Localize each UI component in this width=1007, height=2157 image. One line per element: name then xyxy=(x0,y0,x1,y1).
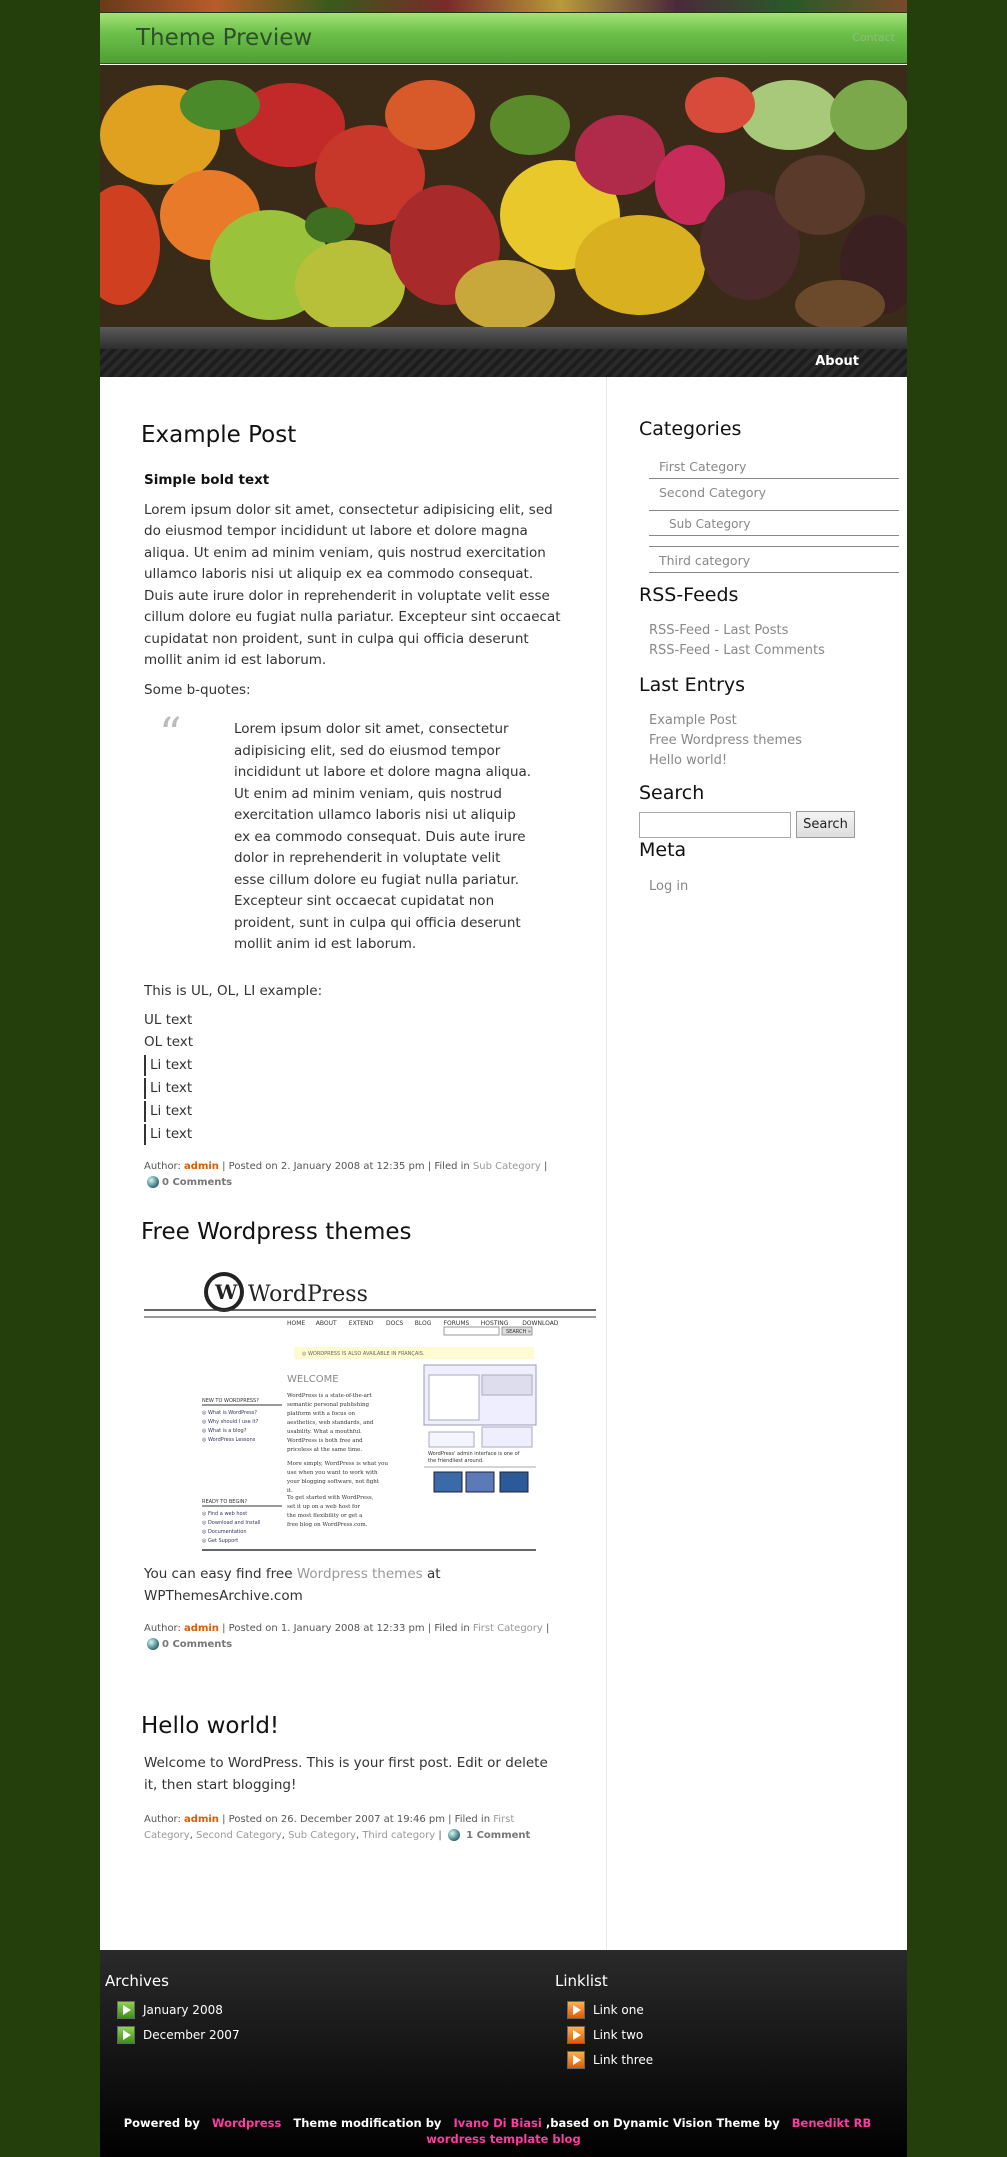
comment-bubble-icon xyxy=(448,1829,460,1841)
wp-body3-line: the most flexibility or get a xyxy=(287,1513,363,1519)
wp-caption-line: the friendliest around. xyxy=(428,1458,484,1464)
link-arrow-icon xyxy=(567,2026,585,2044)
categories-list xyxy=(649,453,899,573)
svg-text:W: W xyxy=(215,1280,238,1304)
wp-left-links2-line: ◎ Find a web host xyxy=(202,1511,248,1517)
wp-body1-line: WordPress is both free and xyxy=(287,1438,363,1444)
post-paragraph: Lorem ipsum dolor sit amet, consectetur adipisicing elit, sed do eiusmod tempor incididunt ut labore et dolore magna aliqua. Ut enim ad minim veniam, quis nostrud exercitation ullamco laboris nisi ut aliquip ex ea commodo consequat. Duis aute irure dolor in reprehenderit in voluptate velit esse cillum dolore eu fugiat nulla pariatur. Excepteur sint occaecat cupidatat non proident, sunt in culpa qui officia deserunt mollit anim id est laborum. xyxy=(144,501,561,668)
powered-by-line xyxy=(100,2115,907,2147)
post-paragraph: Welcome to WordPress. This is your first post. Edit or delete it, then start blogging! xyxy=(144,1755,548,1793)
meta-author-link[interactable]: admin xyxy=(184,1814,219,1825)
wp-left-links1-line: ◎ What is a blog? xyxy=(202,1428,247,1434)
wp-search-btn: SEARCH » xyxy=(506,1329,531,1335)
meta-title: Meta xyxy=(639,839,687,861)
page xyxy=(100,0,907,2157)
wp-left-links2-line: ◎ Download and Install xyxy=(202,1520,261,1526)
meta-author-prefix: Author: xyxy=(144,1623,185,1634)
wp-body3-line: set it up on a web host for xyxy=(287,1504,361,1510)
meta-posted: | Posted on 1. January 2008 at 12:33 pm | Filed in xyxy=(218,1623,473,1634)
post-meta: Author: admin | Posted on 2. January 2008 at 12:35 pm | Filed in Sub Category | 0 Comments xyxy=(144,1161,548,1188)
top-decor-strip xyxy=(100,0,907,12)
linklist-link[interactable]: Link two xyxy=(593,2028,644,2042)
wp-body2-line: use when you want to work with xyxy=(287,1470,378,1476)
wp-left-links2-line: ◎ Documentation xyxy=(202,1529,247,1535)
wp-body2-line: your blogging software, not fight xyxy=(287,1479,380,1485)
linklist-title: Linklist xyxy=(555,1972,608,1990)
archives-title: Archives xyxy=(105,1972,169,1990)
post-example xyxy=(141,422,564,1191)
last-entrys-list xyxy=(649,711,802,771)
meta-category-link[interactable]: Sub Category xyxy=(288,1830,356,1841)
search-title: Search xyxy=(639,782,705,804)
wordpress-link[interactable]: Wordpress xyxy=(211,2116,282,2130)
category-item[interactable]: Second Category xyxy=(659,485,767,500)
meta-category-link[interactable]: First Category xyxy=(144,1814,515,1841)
quote-mark-icon: “ xyxy=(159,709,182,760)
wp-body3-line: free blog on WordPress.com. xyxy=(287,1522,368,1528)
linklist-link[interactable]: Link three xyxy=(593,2053,654,2067)
post-title[interactable]: Free Wordpress themes xyxy=(141,1219,412,1245)
post-bold-text: Simple bold text xyxy=(144,472,270,488)
meta-comments-link[interactable]: 1 Comment xyxy=(466,1830,531,1841)
meta-posted: | Posted on 26. December 2007 at 19:46 pm | Filed in xyxy=(218,1814,494,1825)
wp-body2-line: it. xyxy=(287,1488,293,1494)
comment-bubble-icon xyxy=(147,1638,159,1650)
link-arrow-icon xyxy=(567,2001,585,2019)
site-title[interactable]: Theme Preview xyxy=(136,25,313,51)
categories-title: Categories xyxy=(639,418,742,440)
rss-comments-link[interactable]: RSS-Feed - Last Comments xyxy=(649,643,825,658)
archive-arrow-icon xyxy=(117,2001,135,2019)
meta-category-link[interactable]: Second Category xyxy=(196,1830,282,1841)
rss-posts-link[interactable]: RSS-Feed - Last Posts xyxy=(649,623,789,638)
category-item[interactable]: Third category xyxy=(649,547,899,573)
wp-body2-line: More simply, WordPress is what you xyxy=(287,1461,389,1467)
last-entry-link[interactable]: Free Wordpress themes xyxy=(649,733,802,748)
archive-arrow-icon xyxy=(117,2026,135,2044)
wordpress-screenshot-svg xyxy=(144,1267,596,1554)
wp-left-links1-line: ◎ WordPress Lessons xyxy=(202,1437,256,1443)
mod-author-link[interactable]: Ivano Di Biasi xyxy=(453,2116,542,2130)
search-button[interactable]: Search xyxy=(796,811,855,838)
list-item: Li text xyxy=(144,1055,564,1076)
nav-about-link[interactable]: About xyxy=(815,354,859,369)
wp-left-head2: READY TO BEGIN? xyxy=(202,1499,248,1505)
wordpress-themes-link[interactable]: Wordpress themes xyxy=(296,1566,423,1582)
wp-nav-item: HOSTING xyxy=(480,1320,509,1327)
mod-text: Theme modification by xyxy=(293,2116,442,2130)
meta-comments-link[interactable]: 0 Comments xyxy=(162,1639,233,1650)
wp-nav-item: ABOUT xyxy=(315,1320,337,1327)
last-entrys-title: Last Entrys xyxy=(639,674,746,696)
last-entry-link[interactable]: Example Post xyxy=(649,713,737,728)
meta-author-link[interactable]: admin xyxy=(184,1161,219,1172)
fruit-image xyxy=(100,65,907,327)
contact-link[interactable]: Contact xyxy=(852,31,895,44)
wp-body3-line: To get started with WordPress, xyxy=(287,1495,374,1501)
search-input[interactable] xyxy=(639,812,791,838)
wp-caption-line: WordPress' admin interface is one of xyxy=(428,1451,520,1457)
post-title[interactable]: Hello world! xyxy=(141,1713,280,1739)
wp-left-head1: NEW TO WORDPRESS? xyxy=(202,1398,259,1404)
post-free-wordpress xyxy=(141,1219,564,1653)
nav-bar-band xyxy=(100,327,907,349)
wordpress-screenshot xyxy=(144,1267,596,1554)
wp-logo-text: WordPress xyxy=(248,1282,368,1307)
wp-nav-item: DOWNLOAD xyxy=(522,1320,559,1327)
meta-posted: | Posted on 2. January 2008 at 12:35 pm | Filed in xyxy=(218,1161,473,1172)
nav-bar xyxy=(100,327,907,377)
post-hello-world xyxy=(141,1713,564,1844)
rss-title: RSS-Feeds xyxy=(639,584,739,606)
header-banner-image xyxy=(100,65,907,327)
wp-nav-item: DOCS xyxy=(386,1320,404,1327)
blockquote xyxy=(144,709,564,956)
main-content xyxy=(100,377,607,1950)
meta-author-prefix: Author: xyxy=(144,1814,185,1825)
wp-left-links1-line: ◎ What is WordPress? xyxy=(202,1410,257,1416)
list-item: Li text xyxy=(144,1101,564,1122)
login-link[interactable]: Log in xyxy=(649,879,689,894)
wp-nav-item: EXTEND xyxy=(348,1320,374,1327)
wp-body1-line: aesthetics, web standards, and xyxy=(287,1420,374,1426)
post-meta: Author: admin | Posted on 26. December 2007 at 19:46 pm | Filed in First Category, Second Category, Sub Category, Third category | 1 Comment xyxy=(144,1814,531,1841)
linklist-link[interactable]: Link one xyxy=(593,2003,644,2017)
post-title[interactable]: Example Post xyxy=(141,422,297,448)
wp-nav-item: HOME xyxy=(287,1320,306,1327)
archive-link[interactable]: December 2007 xyxy=(143,2028,240,2042)
wp-left-links2-line: ◎ Get Support xyxy=(202,1538,239,1544)
powered-prefix: Powered by xyxy=(123,2116,200,2130)
meta-category-link[interactable]: First Category xyxy=(472,1623,543,1634)
category-item[interactable]: First Category xyxy=(649,453,899,479)
wp-body1-line: WordPress is a state-of-the-art xyxy=(287,1393,372,1399)
meta-category-link[interactable]: Third category xyxy=(362,1830,436,1841)
wp-body1-line: usability. What a mouthful. xyxy=(287,1429,362,1435)
meta-category-link[interactable]: Sub Category xyxy=(472,1161,541,1172)
wp-left-links1-line: ◎ Why should I use it? xyxy=(202,1419,259,1425)
meta-author-prefix: Author: xyxy=(144,1161,185,1172)
wp-body1-line: platform with a focus on xyxy=(287,1411,356,1417)
link-arrow-icon xyxy=(567,2051,585,2069)
wp-nav-item: BLOG xyxy=(414,1320,432,1327)
wp-body1-line: priceless at the same time. xyxy=(287,1447,363,1453)
post-meta: Author: admin | Posted on 1. January 2008 at 12:33 pm | Filed in First Category | 0 Comments xyxy=(144,1623,550,1650)
blockquote-text: Lorem ipsum dolor sit amet, consectetur adipisicing elit, sed do eiusmod tempor incididunt ut labore et dolore magna aliqua. Ut enim ad minim veniam, quis nostrud exercitation ullamco laboris nisi ut aliquip ex ea commodo consequat. Duis aute irure dolor in reprehenderit in voluptate velit esse cillum dolore eu fugiat nulla pariatur. Excepteur sint occaecat cupidatat non proident, sunt in culpa qui officia deserunt mollit anim id est laborum. xyxy=(234,721,532,952)
rss-list xyxy=(649,621,825,661)
text-after-link: at WPThemesArchive.com xyxy=(144,1566,441,1604)
wp-welcome: WELCOME xyxy=(287,1374,339,1385)
ul-text: UL text xyxy=(144,1012,193,1028)
text-before-link: You can easy find free xyxy=(144,1566,297,1582)
template-blog-link[interactable]: wordress template blog xyxy=(426,2132,581,2146)
comment-bubble-icon xyxy=(147,1176,159,1188)
archive-link[interactable]: January 2008 xyxy=(143,2003,223,2017)
meta-comments-link[interactable]: 0 Comments xyxy=(162,1177,233,1188)
based-author-link[interactable]: Benedikt RB xyxy=(791,2116,872,2130)
list-label: This is UL, OL, LI example: xyxy=(144,982,323,999)
wp-body1-line: semantic personal publishing xyxy=(287,1402,370,1408)
wp-nav-item: FORUMS xyxy=(443,1320,470,1327)
based-text: ,based on Dynamic Vision Theme by xyxy=(545,2116,780,2130)
list-item: Li text xyxy=(144,1078,564,1099)
wp-notice: ◎ WORDPRESS IS ALSO AVAILABLE IN FRANÇAIS. xyxy=(302,1351,425,1357)
title-bar xyxy=(100,12,907,64)
post-paragraph xyxy=(144,1564,564,1607)
ol-text: OL text xyxy=(144,1033,194,1050)
category-item[interactable]: Sub Category xyxy=(649,511,899,536)
bquotes-label: Some b-quotes: xyxy=(144,681,251,698)
meta-author-link[interactable]: admin xyxy=(184,1623,219,1634)
last-entry-link[interactable]: Hello world! xyxy=(649,753,728,768)
list-item: Li text xyxy=(144,1124,564,1145)
